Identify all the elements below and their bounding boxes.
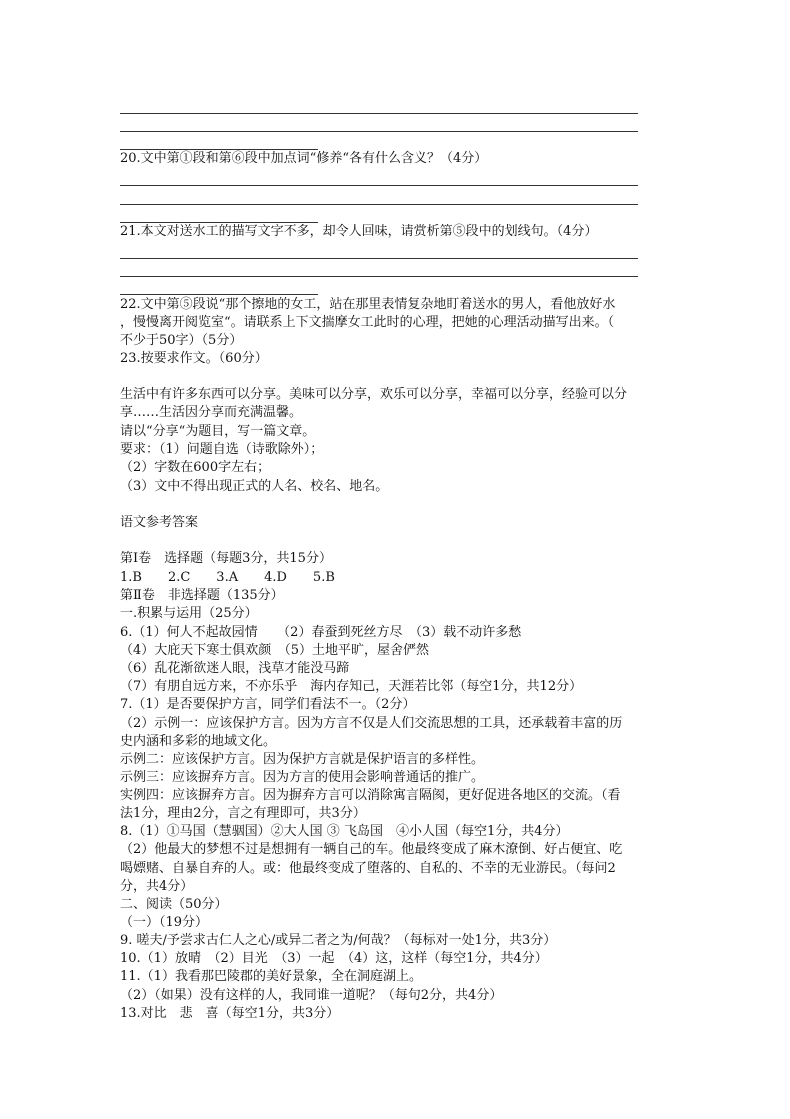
answer-line xyxy=(120,276,638,277)
answer-6-line-2: （4）大庇天下寒士俱欢颜 （5）土地平旷，屋舍俨然 xyxy=(120,643,430,658)
answer-6-line-1: 6.（1）何人不起故园情 （2）春蚕到死丝方尽 （3）载不动许多愁 xyxy=(120,625,522,640)
question-23: 23.按要求作文。（60分） xyxy=(120,351,268,366)
answer-7-example-4: 实例四：应该摒弃方言。因为摒弃方言可以消除寓言隔阂，更好促进各地区的交流。（看 xyxy=(120,788,621,803)
question-22-line-3: 不少于50字）（5分） xyxy=(120,333,243,348)
answer-7-example-3: 示例三：应该摒弃方言。因为方言的使用会影响普通话的推广。 xyxy=(120,770,485,785)
question-22-line-1: 22.文中第⑤段说“那个擦地的女工，站在那里表情复杂地盯着送水的男人，看他放好水 xyxy=(120,297,616,312)
answer-line xyxy=(120,258,638,259)
question-22-line-2: ，慢慢离开阅览室“。请联系上下文揣摩女工此时的心理，把她的心理活动描写出来。（ xyxy=(120,315,615,330)
answer-line xyxy=(120,294,318,295)
answer-10: 10.（1）放晴 （2）目光 （3）一起 （4）这，这样（每空1分，共4分） xyxy=(120,951,548,966)
answer-8-line-4: 分，共4分） xyxy=(120,879,194,894)
question-21: 21.本文对送水工的描写文字不多，却令人回味，请赏析第⑤段中的划线句。（4分） xyxy=(120,224,598,239)
answer-7-line-3: 史内涵和多彩的地域文化。 xyxy=(120,734,277,749)
essay-requirement-2: （2）字数在600字左右； xyxy=(120,460,271,475)
essay-requirement-1: 要求：（1）问题自选（诗歌除外）； xyxy=(120,442,324,457)
answer-8-line-3: 喝嫖赌、自暴自弃的人。或：他最终变成了堕落的、自私的、不幸的无业游民。（每问2 xyxy=(120,861,616,876)
essay-prompt-line-1: 生活中有许多东西可以分享。美味可以分享，欢乐可以分享，幸福可以分享，经验可以分 xyxy=(120,387,628,402)
answer-8-line-1: 8.（1）①马国（慧骃国）②大人国 ③ 飞岛国 ④小人国（每空1分，共4分） xyxy=(120,824,569,839)
answer-7-example-2: 示例二：应该保护方言。因为保护方言就是保护语言的多样性。 xyxy=(120,752,485,767)
essay-title-instruction: 请以“分享“为题目，写一篇文章。 xyxy=(120,424,316,439)
answer-8-line-2: （2）他最大的梦想不过是想拥有一辆自己的车。他最终变成了麻木潦倒、好占便宜、吃 xyxy=(120,842,623,857)
part-1-heading: 一.积累与运用（25分） xyxy=(120,606,258,621)
answer-6-line-3: （6）乱花渐欲迷人眼，浅草才能没马蹄 xyxy=(120,661,350,676)
answer-9: 9. 嗟夫/予尝求古仁人之心/或异二者之为/何哉？（每标对一处1分，共3分） xyxy=(120,933,557,948)
answer-line xyxy=(120,131,638,132)
answer-key-title: 语文参考答案 xyxy=(120,515,199,530)
answer-7-line-2: （2）示例一：应该保护方言。因为方言不仅是人们交流思想的工具，还承载着丰富的历 xyxy=(120,716,623,731)
essay-prompt-line-2: 享……生活因分享而充满温馨。 xyxy=(120,405,303,420)
section-2-heading: 第Ⅱ卷 非选择题（135分） xyxy=(120,588,284,603)
answers-1-5: 1.B 2.C 3.A 4.D 5.B xyxy=(120,570,335,585)
answer-11-line-2: （2）（如果）没有这样的人，我同谁一道呢？（每句2分，共4分） xyxy=(120,988,503,1003)
answer-line xyxy=(120,113,638,114)
answer-7-scoring: 法1分，理由2分，言之有理即可，共3分） xyxy=(120,806,366,821)
question-20: 20.文中第①段和第⑥段中加点词“修养“各有什么含义？（4分） xyxy=(120,151,488,166)
part-2-heading: 二、阅读（50分） xyxy=(120,897,228,912)
answer-line xyxy=(120,185,638,186)
answer-11-line-1: 11.（1）我看那巴陵郡的美好景象，全在洞庭湖上。 xyxy=(120,969,422,984)
answer-7-line-1: 7.（1）是否要保护方言，同学们看法不一。（2分） xyxy=(120,697,416,712)
answer-6-line-4: （7）有朋自远方来，不亦乐乎 海内存知己，天涯若比邻（每空1分，共12分） xyxy=(120,679,583,694)
answer-13: 13.对比 悲 喜（每空1分，共3分） xyxy=(120,1006,340,1021)
answer-line xyxy=(120,204,638,205)
subpart-1-heading: （一）（19分） xyxy=(120,915,209,930)
section-1-heading: 第Ⅰ卷 选择题（每题3分，共15分） xyxy=(120,551,332,566)
essay-requirement-3: （3）文中不得出现正式的人名、校名、地名。 xyxy=(120,479,389,494)
